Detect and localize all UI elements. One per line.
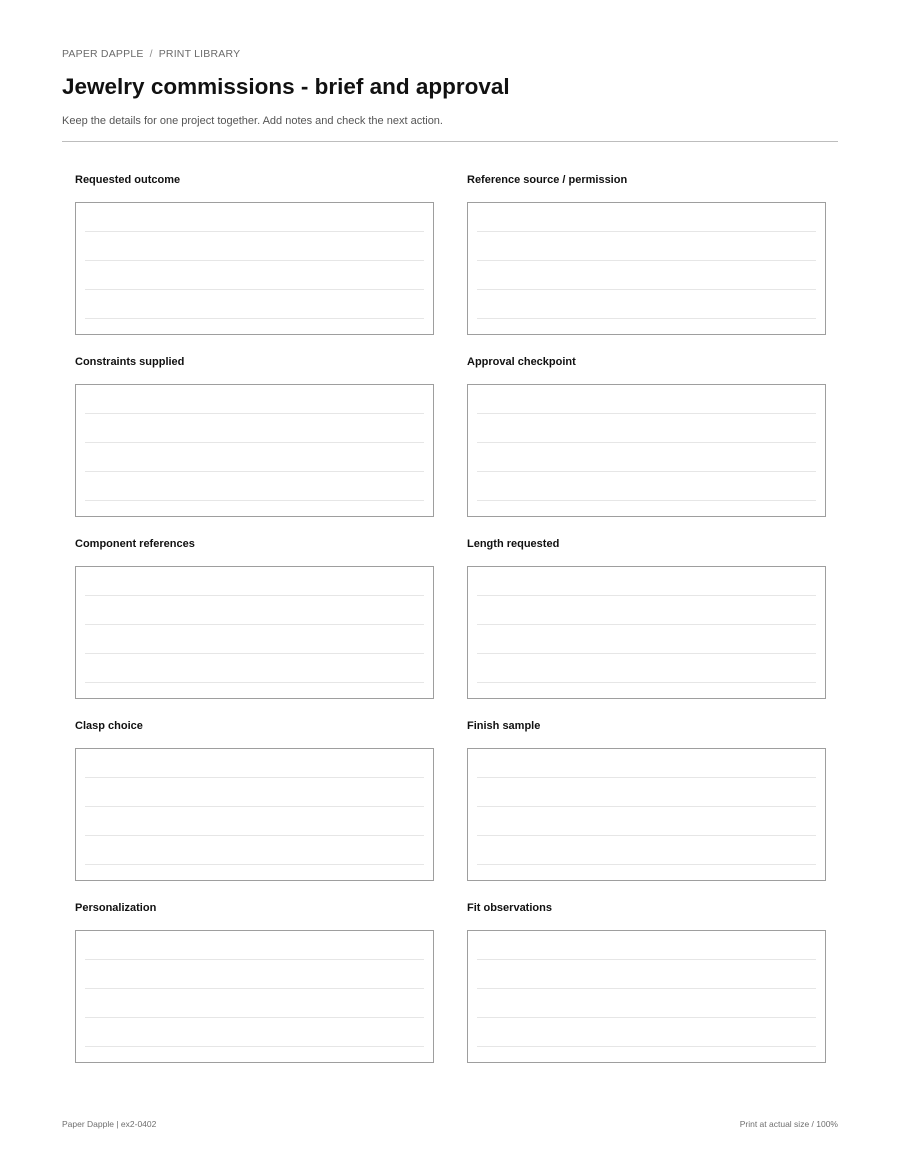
ruled-line [477, 595, 816, 596]
field-label: Constraints supplied [75, 356, 185, 368]
notes-box[interactable] [467, 930, 826, 1063]
ruled-line [477, 289, 816, 290]
ruled-line [477, 959, 816, 960]
ruled-line [85, 500, 424, 501]
breadcrumb-item-brand[interactable]: PAPER DAPPLE [62, 48, 144, 60]
ruled-line [477, 318, 816, 319]
breadcrumb [62, 48, 240, 60]
field-requested-outcome [75, 173, 434, 187]
notes-box[interactable] [467, 384, 826, 517]
notes-box[interactable] [467, 748, 826, 881]
header-divider [62, 141, 838, 142]
field-constraints-supplied [75, 355, 434, 369]
page-subtitle: Keep the details for one project together. Add notes and check the next action. [62, 115, 443, 127]
breadcrumb-separator: / [149, 48, 153, 60]
notes-box[interactable] [75, 748, 434, 881]
ruled-line [85, 471, 424, 472]
page-title: Jewelry commissions - brief and approval [62, 74, 510, 99]
ruled-line [477, 988, 816, 989]
ruled-line [477, 500, 816, 501]
notes-box[interactable] [467, 202, 826, 335]
field-label: Reference source / permission [467, 174, 628, 186]
notes-box[interactable] [75, 930, 434, 1063]
notes-box[interactable] [75, 202, 434, 335]
ruled-line [85, 1017, 424, 1018]
ruled-line [477, 231, 816, 232]
ruled-line [85, 988, 424, 989]
field-label: Clasp choice [75, 720, 143, 732]
ruled-line [85, 653, 424, 654]
ruled-line [477, 682, 816, 683]
field-label: Component references [75, 538, 195, 550]
field-label: Personalization [75, 902, 157, 914]
ruled-line [85, 959, 424, 960]
ruled-line [85, 806, 424, 807]
ruled-line [85, 289, 424, 290]
field-label: Requested outcome [75, 174, 181, 186]
field-clasp-choice [75, 719, 434, 733]
ruled-line [477, 835, 816, 836]
ruled-line [85, 260, 424, 261]
ruled-line [85, 1046, 424, 1047]
field-component-references [75, 537, 434, 551]
ruled-line [477, 413, 816, 414]
ruled-line [477, 260, 816, 261]
ruled-line [477, 471, 816, 472]
field-finish-sample [467, 719, 826, 733]
field-reference-source-permission [467, 173, 826, 187]
field-length-requested [467, 537, 826, 551]
ruled-line [477, 624, 816, 625]
field-personalization [75, 901, 434, 915]
ruled-line [477, 777, 816, 778]
ruled-line [85, 624, 424, 625]
ruled-line [477, 1046, 816, 1047]
field-fit-observations [467, 901, 826, 915]
field-label: Length requested [467, 538, 560, 550]
ruled-line [85, 442, 424, 443]
field-approval-checkpoint [467, 355, 826, 369]
field-label: Finish sample [467, 720, 541, 732]
ruled-line [477, 806, 816, 807]
ruled-line [85, 595, 424, 596]
ruled-line [477, 1017, 816, 1018]
ruled-line [477, 864, 816, 865]
ruled-line [477, 653, 816, 654]
ruled-line [477, 442, 816, 443]
ruled-line [85, 864, 424, 865]
ruled-line [85, 777, 424, 778]
field-label: Approval checkpoint [467, 356, 576, 368]
ruled-line [85, 682, 424, 683]
footer-document-id: Paper Dapple | ex2-0402 [62, 1119, 157, 1129]
ruled-line [85, 835, 424, 836]
breadcrumb-item-library[interactable]: PRINT LIBRARY [158, 48, 241, 60]
field-label: Fit observations [467, 902, 552, 914]
notes-box[interactable] [75, 384, 434, 517]
ruled-line [85, 413, 424, 414]
notes-box[interactable] [467, 566, 826, 699]
ruled-line [85, 318, 424, 319]
ruled-line [85, 231, 424, 232]
notes-box[interactable] [75, 566, 434, 699]
footer-print-note: Print at actual size / 100% [739, 1119, 838, 1129]
